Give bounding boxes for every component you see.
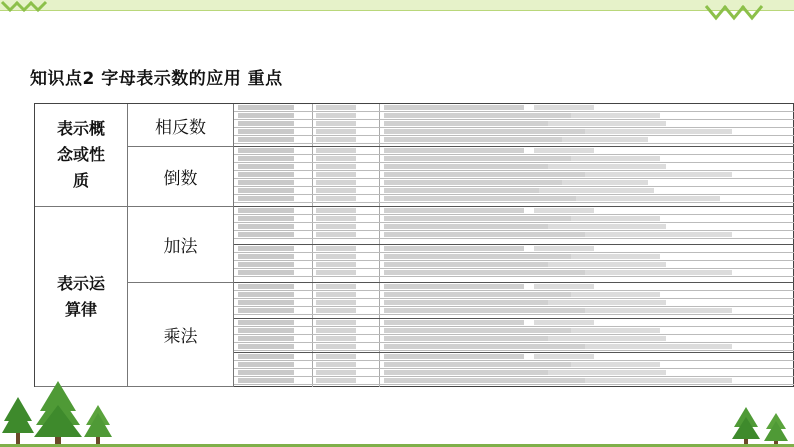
thumb-row [234, 299, 794, 307]
embedded-table-image [234, 319, 794, 353]
thumb-text-block [585, 232, 732, 237]
thumb-text-block [238, 270, 294, 275]
thumb-text-block [238, 344, 294, 349]
thumb-text-block [316, 354, 356, 359]
thumb-row [234, 147, 794, 155]
thumb-text-block [238, 262, 294, 267]
thumb-text-block [238, 232, 294, 237]
thumb-text-block [384, 148, 524, 153]
thumb-text-block [316, 320, 356, 325]
thumb-text-block [238, 246, 294, 251]
thumb-row [234, 179, 794, 187]
thumb-row [234, 120, 794, 128]
category-operation-laws [35, 207, 128, 387]
thumb-text-block [316, 121, 356, 126]
thumb-text-block [238, 137, 294, 142]
thumb-text-block [316, 164, 356, 169]
thumb-text-block [238, 172, 294, 177]
thumb-text-block [316, 300, 356, 305]
thumb-row [234, 231, 794, 239]
thumb-text-block [316, 270, 356, 275]
thumb-text-block [316, 344, 356, 349]
thumb-text-block [316, 224, 356, 229]
thumb-text-block [316, 137, 356, 142]
thumb-row [234, 215, 794, 223]
thumb-text-block [384, 137, 576, 142]
category-label-line: 表示概 [56, 119, 105, 138]
thumb-row [234, 283, 794, 291]
thumb-text-block [238, 188, 294, 193]
thumb-text-block [548, 164, 666, 169]
thumb-row [234, 187, 794, 195]
category-label-line: 质 [72, 171, 89, 190]
thumb-text-block [571, 362, 660, 367]
thumb-text-block [238, 328, 294, 333]
thumb-row [234, 128, 794, 136]
thumb-row [234, 223, 794, 231]
thumb-text-block [238, 196, 294, 201]
thumb-text-block [238, 224, 294, 229]
subcategory-label: 乘法 [163, 327, 198, 347]
thumb-text-block [316, 362, 356, 367]
thumb-text-block [548, 336, 666, 341]
embedded-table-image [234, 353, 794, 387]
thumb-text-block [316, 148, 356, 153]
thumb-text-block [316, 370, 356, 375]
thumb-text-block [316, 254, 356, 259]
thumb-text-block [238, 216, 294, 221]
top-banner-line [0, 10, 794, 11]
thumb-text-block [571, 216, 660, 221]
thumb-row [234, 307, 794, 315]
thumb-text-block [238, 284, 294, 289]
page-title: 知识点2 字母表示数的应用 重点 [30, 69, 283, 89]
thumb-text-block [548, 300, 666, 305]
thumb-text-block [585, 378, 732, 383]
thumb-row [234, 377, 794, 385]
thumb-text-block [238, 208, 294, 213]
thumb-text-block [585, 172, 732, 177]
embedded-table-image [234, 104, 794, 147]
thumb-text-block [238, 148, 294, 153]
thumb-text-block [316, 196, 356, 201]
thumb-text-block [384, 362, 577, 367]
category-concept [35, 104, 128, 207]
thumb-text-block [576, 196, 720, 201]
category-label-line: 表示运 [56, 273, 105, 293]
thumb-text-block [238, 370, 294, 375]
thumb-text-block [571, 292, 660, 297]
thumb-row [234, 195, 794, 203]
thumb-text-block [316, 208, 356, 213]
thumb-row [234, 245, 794, 253]
thumb-row [234, 353, 794, 361]
thumb-text-block [562, 137, 648, 142]
thumb-text-block [534, 105, 594, 110]
thumb-row [234, 155, 794, 163]
thumb-text-block [384, 292, 577, 297]
tree-decoration-right-icon [724, 397, 794, 447]
thumb-text-block [238, 254, 294, 259]
thumb-text-block [534, 148, 594, 153]
thumb-text-block [534, 354, 594, 359]
thumb-row [234, 261, 794, 269]
thumb-text-block [539, 188, 654, 193]
thumb-text-block [316, 284, 356, 289]
thumb-text-block [571, 328, 660, 333]
subcategory-reciprocal [128, 147, 234, 207]
embedded-table-image [234, 283, 794, 319]
thumb-row [234, 335, 794, 343]
thumb-text-block [238, 129, 294, 134]
thumb-text-block [316, 105, 356, 110]
thumb-text-block [316, 308, 356, 313]
thumb-text-block [548, 262, 666, 267]
thumb-text-block [548, 370, 666, 375]
thumb-row [234, 171, 794, 179]
thumb-text-block [534, 320, 594, 325]
thumb-text-block [238, 164, 294, 169]
thumb-text-block [384, 216, 577, 221]
thumb-text-block [534, 246, 594, 251]
thumb-row [234, 112, 794, 120]
thumb-row [234, 369, 794, 377]
thumb-text-block [238, 378, 294, 383]
thumb-row [234, 291, 794, 299]
thumb-text-block [238, 121, 294, 126]
thumb-row [234, 163, 794, 171]
knowledge-table [34, 103, 794, 387]
thumb-row [234, 343, 794, 351]
thumb-text-block [238, 320, 294, 325]
thumb-text-block [571, 113, 660, 118]
thumb-text-block [548, 224, 666, 229]
thumb-text-block [238, 362, 294, 367]
thumb-text-block [384, 105, 524, 110]
thumb-text-block [384, 246, 524, 251]
thumb-text-block [238, 180, 294, 185]
thumb-text-block [571, 254, 660, 259]
thumb-text-block [548, 121, 666, 126]
thumb-text-block [316, 156, 356, 161]
embedded-table-image [234, 147, 794, 207]
thumb-row [234, 269, 794, 277]
category-label-line: 算律 [64, 299, 97, 319]
thumb-text-block [316, 113, 356, 118]
subcategory-opposite-number [128, 104, 234, 147]
thumb-row [234, 136, 794, 144]
subcategory-label: 倒数 [163, 169, 198, 189]
thumb-text-block [316, 378, 356, 383]
thumb-row [234, 253, 794, 261]
subcategory-label: 加法 [163, 237, 198, 257]
thumb-text-block [534, 284, 594, 289]
thumb-row [234, 104, 794, 112]
thumb-text-block [384, 328, 577, 333]
thumb-text-block [384, 156, 577, 161]
thumb-text-block [316, 180, 356, 185]
subcategory-label: 相反数 [155, 117, 206, 138]
thumb-text-block [316, 129, 356, 134]
embedded-table-image [234, 207, 794, 245]
thumb-text-block [562, 180, 648, 185]
thumb-text-block [238, 156, 294, 161]
thumb-text-block [316, 292, 356, 297]
thumb-text-block [534, 208, 594, 213]
chevron-decoration-right-icon [704, 2, 766, 24]
thumb-text-block [316, 262, 356, 267]
thumb-text-block [316, 336, 356, 341]
thumb-text-block [384, 208, 524, 213]
thumb-text-block [316, 232, 356, 237]
subcategory-multiplication [128, 283, 234, 387]
thumb-text-block [384, 180, 576, 185]
thumb-text-block [316, 216, 356, 221]
thumb-text-block [316, 246, 356, 251]
thumb-text-block [384, 354, 524, 359]
thumb-row [234, 207, 794, 215]
thumb-row [234, 319, 794, 327]
thumb-text-block [238, 336, 294, 341]
thumb-text-block [316, 188, 356, 193]
category-label-line: 念或性 [56, 145, 105, 164]
thumb-text-block [384, 254, 577, 259]
thumb-text-block [238, 354, 294, 359]
thumb-text-block [238, 113, 294, 118]
thumb-text-block [316, 328, 356, 333]
thumb-text-block [238, 300, 294, 305]
thumb-text-block [585, 270, 732, 275]
embedded-table-image [234, 245, 794, 283]
thumb-text-block [585, 129, 732, 134]
thumb-text-block [238, 292, 294, 297]
subcategory-addition [128, 207, 234, 283]
tree-decoration-icon [0, 375, 120, 447]
thumb-row [234, 327, 794, 335]
chevron-decoration-left-icon [0, 0, 60, 20]
thumb-text-block [571, 156, 660, 161]
thumb-text-block [238, 105, 294, 110]
thumb-text-block [238, 308, 294, 313]
thumb-row [234, 361, 794, 369]
thumb-text-block [316, 172, 356, 177]
thumb-text-block [384, 113, 577, 118]
thumb-text-block [384, 284, 524, 289]
thumb-text-block [585, 308, 732, 313]
thumb-text-block [585, 344, 732, 349]
top-banner [0, 0, 794, 10]
thumb-text-block [384, 320, 524, 325]
